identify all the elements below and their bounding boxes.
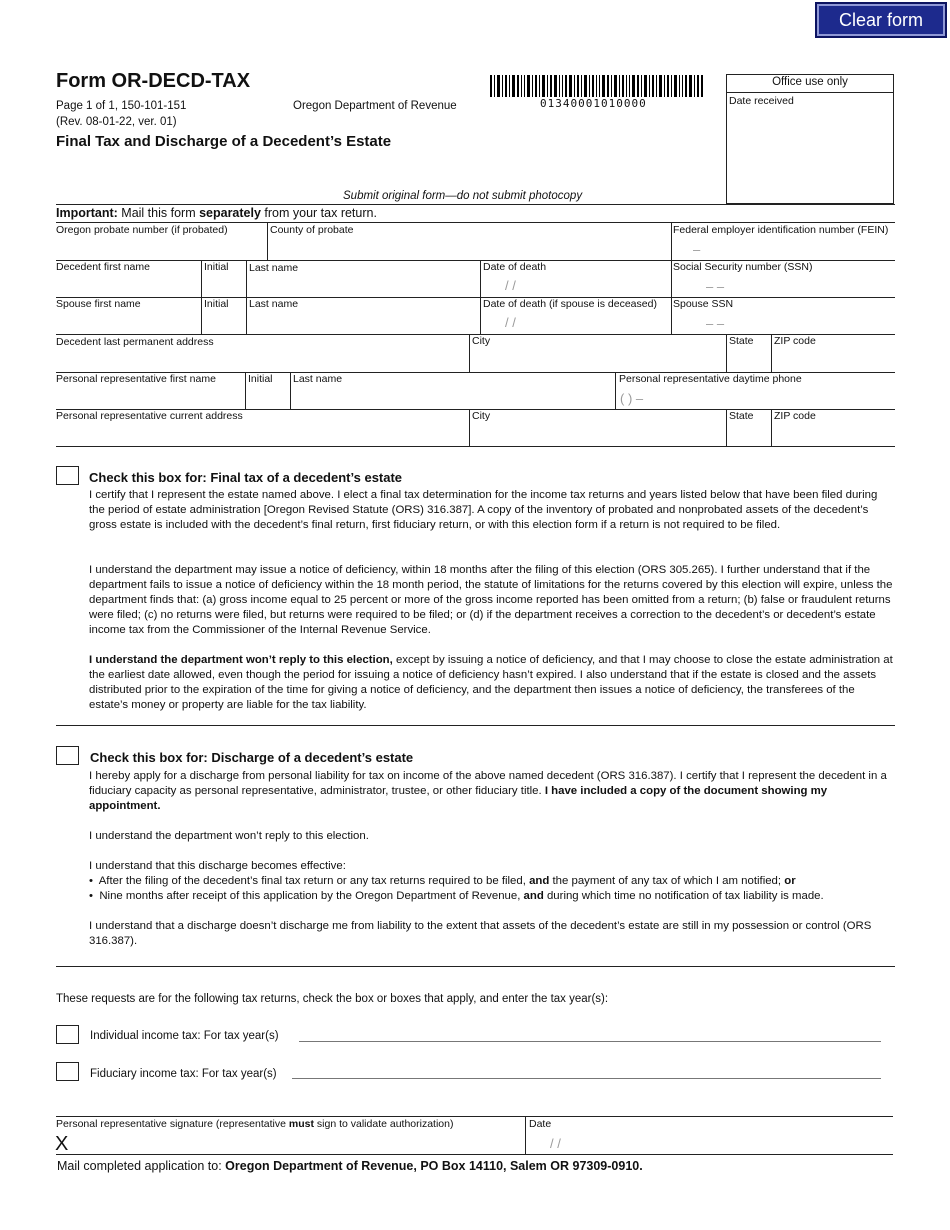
pr-initial-label: Initial — [248, 373, 273, 385]
bullet-1-or: or — [784, 875, 796, 887]
final-tax-checkbox[interactable] — [56, 466, 79, 485]
discharge-heading: Check this box for: Discharge of a decedent’s estate — [90, 750, 414, 765]
divider — [671, 260, 672, 298]
discharge-paragraph-2: I understand the department won’t reply to this election. — [89, 830, 369, 842]
important-note — [56, 206, 377, 220]
section-rule — [56, 966, 895, 967]
signature-label-b: sign to validate authorization) — [313, 1118, 454, 1130]
pr-phone-label: Personal representative daytime phone — [619, 373, 802, 385]
pr-last-name-field[interactable] — [293, 387, 613, 408]
spouse-initial-label: Initial — [204, 298, 229, 310]
decedent-first-name-field[interactable] — [56, 275, 200, 296]
barcode-image — [490, 75, 705, 97]
decedent-address-label: Decedent last permanent address — [56, 336, 214, 348]
decedent-last-name-label: Last name — [249, 262, 299, 274]
fein-field[interactable] — [673, 238, 894, 259]
signature-field[interactable] — [75, 1133, 523, 1153]
barcode-number: 01340001010000 — [540, 97, 647, 110]
pr-address-field[interactable] — [56, 424, 468, 445]
decedent-first-name-label: Decedent first name — [56, 261, 150, 273]
decedent-city-field[interactable] — [472, 350, 724, 371]
bullet-2-and: and — [523, 890, 544, 902]
divider — [771, 334, 772, 372]
discharge-paragraph-3: I understand that this discharge becomes effective: — [89, 860, 346, 872]
returns-intro: These requests are for the following tax returns, check the box or boxes that apply, and enter the tax year(s): — [56, 993, 609, 1005]
fein-label: Federal employer identification number (FEIN) — [673, 224, 889, 236]
office-use-divider — [727, 92, 893, 93]
final-tax-paragraph-1: I certify that I represent the estate named above. I elect a final tax determination for the income tax returns and years listed below that have been filed during the period of estate administration [Oregon Revised Statute (ORS) 316.387]. A copy of the inventory of probated and nonprobated assets of the decedent’s gross estate is included with the decedent’s final return, first fiduciary return, or with this election form if a return is not required to be filed. — [89, 489, 878, 531]
bullet-2-b: during which time no notification of tax liability is made. — [543, 890, 824, 902]
form-number: Form OR-DECD-TAX — [56, 70, 251, 92]
mail-lead: Mail completed application to: — [57, 1159, 226, 1173]
pr-address-label: Personal representative current address — [56, 410, 243, 422]
important-rule — [56, 222, 895, 223]
county-label: County of probate — [270, 224, 354, 236]
signature-x-mark: X — [55, 1133, 69, 1155]
divider — [246, 260, 247, 298]
signature-date-placeholder: / / — [550, 1136, 561, 1151]
divider — [201, 297, 202, 335]
signature-label — [56, 1118, 453, 1130]
fiduciary-income-tax-checkbox[interactable] — [56, 1062, 79, 1081]
spouse-date-of-death-placeholder: / / — [505, 315, 516, 330]
fiduciary-tax-year-field[interactable] — [292, 1061, 881, 1078]
signature-date-field[interactable] — [529, 1133, 893, 1153]
individual-tax-year-line — [299, 1041, 881, 1042]
decedent-state-label: State — [729, 335, 754, 347]
discharge-checkbox[interactable] — [56, 746, 79, 765]
divider — [245, 372, 246, 410]
final-tax-paragraph-3-bold: I understand the department won’t reply to this election, — [89, 654, 393, 666]
row-rule — [56, 446, 895, 447]
important-mid: Mail this form — [117, 206, 200, 220]
divider — [290, 372, 291, 410]
pr-zip-label: ZIP code — [774, 410, 816, 422]
decedent-last-name-field[interactable] — [249, 275, 479, 296]
section-rule — [56, 725, 895, 726]
divider — [201, 260, 202, 298]
date-of-death-label: Date of death — [483, 261, 547, 273]
signature-label-a: Personal representative signature (representative — [56, 1118, 289, 1130]
pr-state-label: State — [729, 410, 754, 422]
final-tax-paragraph-3 — [89, 653, 895, 713]
agency-name: Oregon Department of Revenue — [293, 100, 457, 112]
signature-label-must: must — [288, 1118, 314, 1130]
divider — [671, 222, 672, 260]
signature-date-label: Date — [529, 1118, 552, 1130]
discharge-bullet-1: • After the filing of the decedent’s final tax return or any tax returns required to be filed, and the payment of any tax of which I am notified; or — [89, 875, 796, 887]
individual-income-tax-checkbox[interactable] — [56, 1025, 79, 1044]
discharge-paragraph-1-text: I hereby apply for a discharge from personal liability for tax on income of the above named decedent (ORS 316.387). I certify that I represent the decedent in a fiduciary capacity as personal representative, administrator, trustee, or other fiduciary title. — [89, 770, 887, 797]
county-field[interactable] — [270, 238, 670, 259]
final-tax-heading: Check this box for: Final tax of a decedent’s estate — [89, 470, 403, 485]
spouse-first-name-label: Spouse first name — [56, 298, 141, 310]
fiduciary-tax-year-line — [292, 1078, 881, 1079]
ssn-placeholder: – – — [706, 279, 725, 294]
divider — [726, 409, 727, 447]
spouse-ssn-placeholder: – – — [706, 316, 725, 331]
final-tax-paragraph-3-rest: except by issuing a notice of deficiency, and that I may choose to close the estate administration at the earliest date allowed, even though the period for issuing a notice of deficiency hasn’t expired. I also understand that if the estate is closed and the assets distributed prior to the expiration of the time for giving a notice of deficiency, and the department then issues a notice of deficiency, the transferees of the estate’s money or property are liable for the tax liability. — [89, 654, 893, 711]
bullet-1-and: and — [529, 875, 550, 887]
divider — [469, 409, 470, 447]
important-end: from your tax return. — [260, 206, 377, 220]
fiduciary-income-tax-label: Fiduciary income tax: For tax year(s) — [90, 1068, 277, 1080]
discharge-paragraph-1 — [89, 769, 895, 814]
individual-income-tax-label: Individual income tax: For tax year(s) — [90, 1030, 279, 1042]
bullet-1-a: After the filing of the decedent’s final tax return or any tax returns required to be filed, — [98, 875, 530, 887]
pr-city-label: City — [472, 410, 491, 422]
probate-number-label: Oregon probate number (if probated) — [56, 224, 228, 236]
decedent-zip-field[interactable] — [774, 350, 894, 371]
pr-last-name-label: Last name — [293, 373, 343, 385]
signature-top-rule — [56, 1116, 893, 1117]
pr-initial-field[interactable] — [248, 387, 288, 408]
pr-first-name-label: Personal representative first name — [56, 373, 216, 385]
bullet-2-a: Nine months after receipt of this application by the Oregon Department of Revenue, — [99, 890, 524, 902]
spouse-first-name-field[interactable] — [56, 312, 200, 333]
spouse-initial-field[interactable] — [204, 312, 244, 333]
pr-first-name-field[interactable] — [56, 387, 244, 408]
header-rule — [56, 204, 895, 205]
fein-placeholder: – — [693, 242, 701, 257]
spouse-last-name-field[interactable] — [249, 312, 479, 333]
office-use-box — [726, 74, 894, 204]
final-tax-paragraph-2: I understand the department may issue a notice of deficiency, within 18 months after the filing of this election (ORS 305.265). I further understand that if the department fails to issue a notice of deficiency within the 18 month period, the statute of limitations for the returns covered by this election will expire, unless the department finds that: (a) gross income equal to 25 percent or more of the gross income reported has been omitted from a return; (b) false or fraudulent returns were filed; (c) no returns were filed, but returns were required to be filed; or (d) if the department receives a correction to the decedent’s or decedent’s estate income tax from the Commissioner of the Internal Revenue Service. — [89, 564, 893, 636]
decedent-initial-field[interactable] — [204, 275, 244, 296]
row-rule — [56, 297, 895, 298]
divider — [246, 297, 247, 335]
divider — [480, 260, 481, 298]
discharge-paragraph-4: I understand that a discharge doesn’t discharge me from liability to the extent that assets of the decedent’s estate are still in my possession or control (ORS 316.387). — [89, 920, 872, 947]
spouse-last-name-label: Last name — [249, 298, 299, 310]
divider — [726, 334, 727, 372]
office-use-title: Office use only — [772, 76, 848, 88]
divider — [671, 297, 672, 335]
individual-tax-year-field[interactable] — [299, 1024, 881, 1041]
divider — [480, 297, 481, 335]
discharge-paragraph-1-bold: I have included a copy of the document showing my appointment. — [89, 785, 828, 812]
divider — [525, 1116, 526, 1154]
decedent-state-field[interactable] — [729, 350, 769, 371]
date-received-label: Date received — [729, 95, 794, 107]
probate-number-field[interactable] — [56, 238, 266, 259]
ssn-label: Social Security number (SSN) — [673, 261, 813, 273]
divider — [615, 372, 616, 410]
divider — [267, 222, 268, 260]
page-title: Final Tax and Discharge of a Decedent’s Estate — [56, 133, 392, 150]
date-of-death-placeholder: / / — [505, 278, 516, 293]
decedent-address-field[interactable] — [56, 350, 468, 371]
important-bold: separately — [199, 206, 261, 220]
revision: (Rev. 08-01-22, ver. 01) — [56, 116, 177, 128]
pr-zip-field[interactable] — [774, 424, 894, 445]
signature-bottom-rule — [56, 1154, 893, 1155]
clear-form-button[interactable]: Clear form — [815, 2, 947, 38]
discharge-bullet-2: • Nine months after receipt of this application by the Oregon Department of Revenue, and during which time no notification of tax liability is made. — [89, 890, 824, 902]
page-info: Page 1 of 1, 150-101-151 — [56, 100, 187, 112]
pr-phone-placeholder: ( ) – — [620, 391, 644, 406]
mail-address: Oregon Department of Revenue, PO Box 14110, Salem OR 97309-0910. — [225, 1159, 643, 1173]
pr-phone-field[interactable] — [619, 387, 894, 408]
divider — [469, 334, 470, 372]
mail-instructions — [57, 1159, 643, 1173]
spouse-ssn-label: Spouse SSN — [673, 298, 734, 310]
pr-state-field[interactable] — [729, 424, 769, 445]
bullet-1-b: the payment of any tax of which I am notified; — [549, 875, 785, 887]
spouse-date-of-death-label: Date of death (if spouse is deceased) — [483, 298, 657, 310]
divider — [771, 409, 772, 447]
decedent-initial-label: Initial — [204, 261, 229, 273]
submit-note: Submit original form—do not submit photocopy — [343, 190, 583, 202]
decedent-city-label: City — [472, 335, 491, 347]
pr-city-field[interactable] — [472, 424, 724, 445]
decedent-zip-label: ZIP code — [774, 335, 816, 347]
important-lead: Important: — [56, 206, 118, 220]
